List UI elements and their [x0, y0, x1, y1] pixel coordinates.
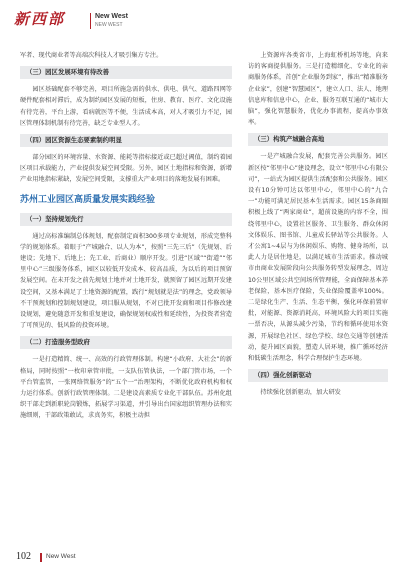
body-paragraph: 持续强化创新驱动，加大研发 — [260, 389, 341, 397]
page-number: 102 — [16, 551, 31, 562]
body-paragraph: 一是打造精简、统一、高效的行政管理体制。构建“小政府、大社会”的新格局，同时按照“一枚印章管审批，一支队伍管执法，一个部门管市场，一个平台管监管，一张网络管服务”的“五个一”治理架构，不断优化政府机构和权力运行体系。创新行政管理体制。二是建设高素质专业化干部队伍。苏州化组织干部走到新职轮岗锻炼，拓展学习渠道，并引导出台国家组织管理办法和实施细则，干部政策敢试，求真务实，积极主动担 — [20, 356, 232, 420]
logo-english-line1: New West — [95, 13, 128, 20]
section-subheading: （四）强化创新驱动 — [248, 369, 388, 382]
body-paragraph: 军者、现代商业者等高端次科技人才吸引集方专注。 — [20, 52, 163, 59]
magazine-logo-english — [90, 13, 128, 29]
body-paragraph: 园区基础配套不够完善，项目所施急需的供水、供电、供气、道路四网等硬件配套相对滞后，成为制约园区发展的短板，住房、教育、医疗、文化设施有待完善，平台上游，看病就医等不便，生活成本高，对人才吸引力不足，园区管理体制机制有待完善，缺乏专业型人才。 — [20, 86, 232, 127]
body-paragraph: 部分园区的环境容量、水资源、能耗等指标接近或已超过阈值，制约着园区项目承载能力，产业提供发展空间受限。另外，园区土地指标和资源，新增产业用地指标紧缺，发展空间受限，支撑重大产业项目的落地发展有困难。 — [20, 154, 232, 184]
page-header — [14, 6, 394, 36]
logo-english-line2: NEW WEST — [95, 22, 123, 28]
section-subheading: （一）坚持规划先行 — [20, 213, 232, 226]
footer-magazine-name: New West — [46, 553, 76, 560]
left-text-column — [20, 50, 232, 422]
body-paragraph: 通过高标准编制总体规划，配套制定面积300多项专业规划，形成完整科学的规划体系。着眼于“产城融合、以人为本”，按照“三先三后”（先规划、后建设；先地下、后地上；先工业、后商业）顺序开发。引进“区域”“街道”“邻里中心”三级服务体系，园区以较低开发成本、较高品质，为以后的项目预留发展空间。在未开发之前先规划土地并对土地开发，就预留了园区远期开发建设空间，又基本满足了土地资源的配置，践行“规划就是法”的理念，党政领导不干预规划和控制规划建设，项目服从规划，不对已批开发商和项目作修改建设规划，避免随意开发和重复建设，确保规划权威性和延续性，为投资者营造了可预见的、低风险的投资环境。 — [20, 232, 232, 330]
body-paragraph: 上资源库各类省市，上海虹桥机场等地，向来访的客商提供服务。三是打造精细化、专业化的亲商服务体系，首创“企业服务到家”，推出“精准服务企业家”，创建“智慧园区”，建立人口、法人、地理信息库和信息中心，企业、服务互联互通的“城市大脑”，强化智慧服务，优化办事流程，提高办事效率。 — [248, 52, 388, 127]
section-subheading: （四）园区资源生态要素制约明显 — [20, 134, 232, 147]
page-footer — [16, 551, 386, 565]
right-text-column — [248, 50, 388, 398]
magazine-logo: 新西部 — [14, 10, 66, 28]
section-subheading: （二）打造服务型政府 — [20, 336, 232, 349]
footer-divider — [40, 553, 42, 562]
section-subheading: （三）园区发展环境有待改善 — [20, 66, 232, 79]
body-paragraph: 一是产城融合发展，配套完善公共服务。园区新区按“邻里中心”建设理念，设立“邻里中心有限公司”，一站式为园区提供生活配套和公共服务。园区设有10分钟可达以邻里中心，邻里中心的“九合一”功能可满足居民基本生活需求。园区15条商圈积极上线了“两家商业”，超前设施的内容不全，围绕邻里中心，设置社区服务、卫生服务、群众休闲文体娱乐、图书馆、儿童成长驿站等公共服务。人才公寓1~4层与为休闲娱乐、购物、健身场所，以此人力是居住地是，以满足城市生活需求。推动城市由商业发展阶段向公共服务转型发展理念，周边10公里区域公共空间场所管理能，全面保障基本养老保险，基本医疗保险，失业保险覆盖率100%。二是绿化生产、生活、生态平衡，强化环保前置审批，对能源、资源消耗高，环境风险大的项目实施一票否决，从源头减少污染，节约和循环使用水资源，开展绿色社区、绿色学校、绿色交通等创建活动，提升园区面貌，塑造人居环境，推广循环经济和低碳生活理念，科学合理保护生态环境。 — [248, 153, 388, 363]
section-title: 苏州工业园区高质量发展实践经验 — [20, 194, 156, 205]
section-subheading: （三）构筑产城融合高地 — [248, 133, 388, 146]
